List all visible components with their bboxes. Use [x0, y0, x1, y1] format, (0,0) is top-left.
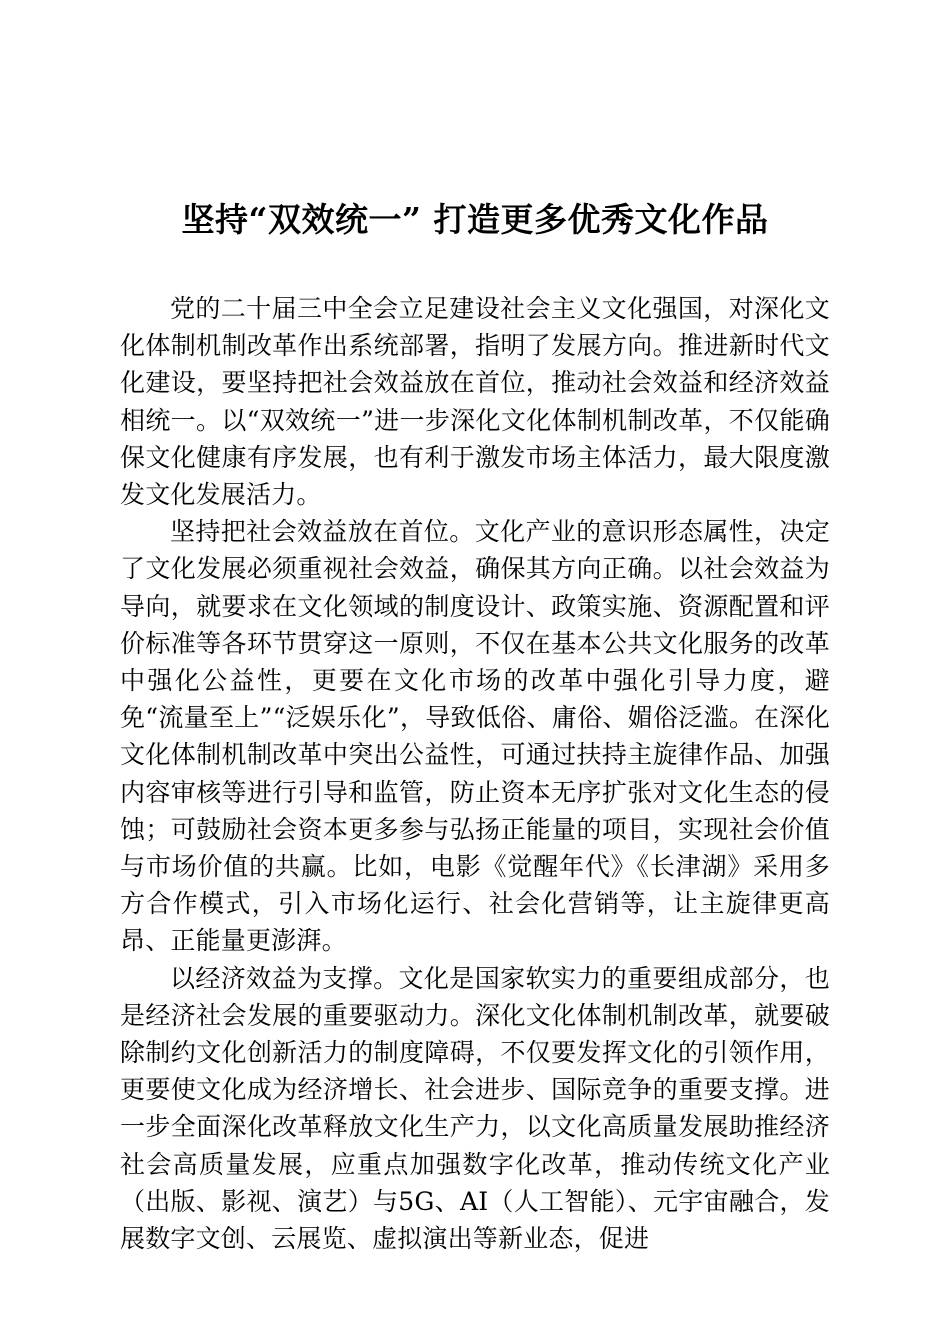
document-title: 坚持“双效统一” 打造更多优秀文化作品 [181, 200, 769, 239]
paragraph-intro: 党的二十届三中全会立足建设社会主义文化强国，对深化文化体制机制改革作出系统部署，指明了发展方向。推进新时代文化建设，要坚持把社会效益放在首位，推动社会效益和经济效益相统一。以“双效统一”进一步深化文化体制机制改革，不仅能确保文化健康有序发展，也有利于激发市场主体活力，最大限度激发文化发展活力。 [120, 294, 830, 510]
paragraph-economic-benefit: 以经济效益为支撑。文化是国家软实力的重要组成部分，也是经济社会发展的重要驱动力。深化文化体制机制改革，就要破除制约文化创新活力的制度障碍，不仅要发挥文化的引领作用，更要使文化成为经济增长、社会进步、国际竞争的重要支撑。进一步全面深化改革释放文化生产力，以文化高质量发展助推经济社会高质量发展，应重点加强数字化改革，推动传统文化产业（出版、影视、演艺）与5G、AI（人工智能）、元宇宙融合，发展数字文创、云展览、虚拟演出等新业态，促进 [120, 963, 830, 1254]
paragraph-social-benefit: 坚持把社会效益放在首位。文化产业的意识形态属性，决定了文化发展必须重视社会效益，确保其方向正确。以社会效益为导向，就要求在文化领域的制度设计、政策实施、资源配置和评价标准等各环节贯穿这一原则，不仅在基本公共文化服务的改革中强化公益性，更要在文化市场的改革中强化引导力度，避免“流量至上”“泛娱乐化”，导致低俗、庸俗、媚俗泛滥。在深化文化体制机制改革中突出公益性，可通过扶持主旋律作品、加强内容审核等进行引导和监管，防止资本无序扩张对文化生态的侵蚀；可鼓励社会资本更多参与弘扬正能量的项目，实现社会价值与市场价值的共赢。比如，电影《觉醒年代》《长津湖》采用多方合作模式，引入市场化运行、社会化营销等，让主旋律更高昂、正能量更澎湃。 [120, 517, 830, 956]
document-body [120, 290, 830, 1257]
